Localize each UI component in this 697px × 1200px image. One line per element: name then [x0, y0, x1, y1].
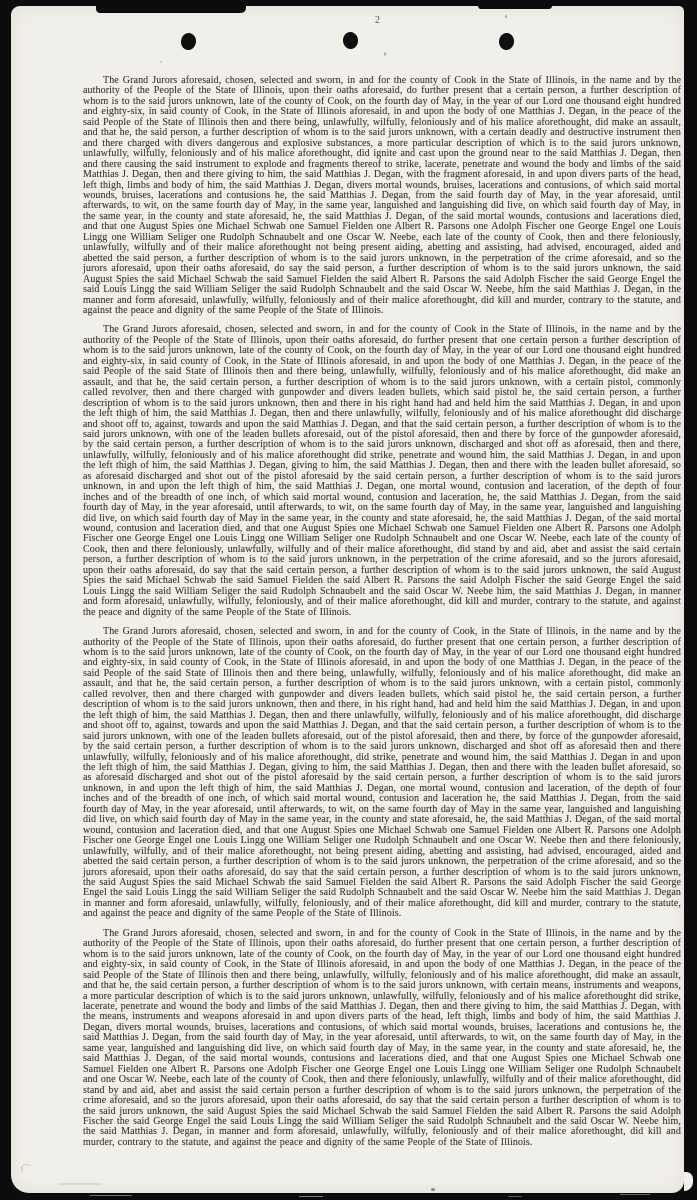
scan-border-artifact	[478, 0, 552, 9]
scan-border-artifact	[299, 1196, 323, 1197]
page-corner-curl	[684, 1172, 693, 1191]
ink-speck	[505, 15, 507, 18]
scan-border-artifact	[96, 0, 246, 13]
scan-smudge	[21, 1164, 32, 1173]
indictment-paragraph-1: The Grand Jurors aforesaid, chosen, selected and sworn, in and for the county of Cook in the State of Illinois, in the name and by the authority of the People of the State of Illinois, upon their oaths aforesaid, do further present that a certain person, a further description of whom is to the said jurors unknown, late of the county of Cook, on the fourth day of May, in the year of our Lord one thousand eight hundred and eighty-six, in said county of Cook, in the State of Illinois aforesaid, in and upon the body of one Matthias J. Degan, in the peace of the said People of the State of Illinois then and there being, unlawfully, wilfully, feloniously and of his malice aforethought, did make an assault, and that he, the said person, a further description of whom is to the said jurors unknown, with a certain deadly and destructive instrument then and there charged with divers dangerous and explosive substances, a more particular description of which is to the said jurors unknown, unlawfully, wilfully, feloniously and of his malice aforethought, did ignite and cast upon the ground near to the said Matthias J. Degan, then and there causing the said instrument to explode and fragments thereof to strike, lacerate, penetrate and wound the body and limbs of the said Matthias J. Degan, then and there giving to him, the said Matthias J. Degan, with the fragment aforesaid, in and upon divers parts of the head, left thigh, limbs and body of him, the said Matthias J. Degan, divers mortal wounds, bruises, lacerations and contusions, of which said mortal wounds, bruises, lacerations and contusions he, the said Matthias J. Degan, from the said fourth day of May, in the year aforesaid, until afterwards, to wit, on the same fourth day of May, in the same year, languished and languishing did live, on which said fourth day of May, in the same year, in the county and state aforesaid, he, the said Matthias J. Degan, of the said mortal wounds, contusions and lacerations died, and that one August Spies one Michael Schwab one Samuel Fielden one Albert R. Parsons one Adolph Fischer one George Engel one Louis Lingg one William Seliger one Rudolph Schnaubelt and one Oscar W. Neebe, each late of the county of Cook, then and there feloniously, unlawfully, wilfully and of their malice aforethought not being present aiding, abetting and assisting, had advised, encouraged, aided and abetted the said person, a further description of whom is to the said jurors unknown, in the perpetration of the crime aforesaid, and so the jurors aforesaid, upon their oaths aforesaid, do say the said person, a further description of whom is to the said jurors unknown, the said August Spies the said Michael Schwab the said Samuel Fielden the said Albert R. Parsons the said Adolph Fischer the said George Engel the said Louis Lingg the said William Seliger the said Rudolph Schnaubelt and the said Oscar W. Neebe, him the said Matthias J. Degan, in the manner and form aforesaid, unlawfully, wilfully, feloniously and of their malice aforethought, did kill and murder, contrary to the statute, and against the peace and dignity of the same People of the State of Illinois.	[83, 75, 681, 316]
indictment-paragraph-2: The Grand Jurors aforesaid, chosen, selected and sworn, in and for the county of Cook in the State of Illinois, in the name and by the authority of the People of the State of Illinois, upon their oaths aforesaid, do further present that one certain person a further description of whom is to the said jurors unknown, late of the county of Cook, on the fourth day of May, in the year of our Lord one thousand eight hundred and eighty-six, in said county of Cook, in the State of Illinois aforesaid, in and upon the body of one Matthias J. Degan, in the peace of the said People of the said State of Illinois then and there being, unlawfully, wilfully, feloniously and of his malice aforethought, did make an assault, and that he, the said certain person, a further description of whom is to the said jurors unknown, with a certain pistol, commonly called revolver, then and there charged with gunpowder and divers leaden bullets, which said pistol he, the said certain person, a further description of whom is to the said jurors unknown, then and there in his right hand had and held him the said Matthias J. Degan, in and upon the left thigh of him, the said Matthias J. Degan, then and there unlawfully, wilfully, feloniously and of his malice aforethought did discharge and shoot off to, against, towards and upon the said Matthias J. Degan, and that the said certain person, a further description of whom is to the said jurors unknown, with one of the leaden bullets aforesaid, out of the pistol aforesaid, then and there by force of the gunpowder aforesaid, by the said certain person, a further description of whom is to the said jurors unknown, discharged and shot off as aforesaid, then and there, unlawfully, wilfully, feloniously and of his malice aforethought did strike, penetrate and wound him, the said Matthias J. Degan, in and upon the left thigh of him, the said Matthias J. Degan, giving to him, the said Matthias J. Degan, then and there with the leaden bullet aforesaid, so as aforesaid discharged and shot out of the pistol aforesaid by the said certain person, a further description of whom is to the said jurors unknown, in and upon the left thigh of him, the said Matthias J. Degan, one mortal wound, contusion and laceration, of the depth of four inches and of the breadth of one inch, of which said mortal wound, contusion and laceration, he, the said Matthias J. Degan, from the said fourth day of May, in the year aforesaid, until afterwards, to wit, on the same fourth day of May, in the same year, languished and languishing did live, on which said fourth day of May in the same year, in the county and state aforesaid, he, the said Matthias J. Degan, of the said mortal wound, contusion and laceration died, and that one August Spies one Michael Schwab one Samuel Fielden one Albert R. Parsons one Adolph Fischer one George Engel one Louis Lingg one William Seliger one Rudolph Schnaubelt and one Oscar W. Neebe, each late of the county of Cook, then and there feloniously, unlawfully, wilfully and of their malice aforethought, did stand by and aid, abet and assist the said certain person, a further description of whom is to the said jurors unknown, in the perpetration of the crime aforesaid, and so the jurors aforesaid, upon their oaths aforesaid, do say that the said certain person, a further description of whom is to the said jurors unknown, the said August Spies the said Michael Schwab the said Samuel Fielden the said Albert R. Parsons the said Adolph Fischer the said George Engel the said Louis Lingg the said William Seliger the said Rudolph Schnaubelt and the said Oscar W. Neebe him, the said Matthias J. Degan, in manner and form aforesaid, unlawfully, wilfully, feloniously, and of their malice aforethought, did kill and murder, contrary to the statute, and against the peace and dignity of the same People of the State of Illinois.	[83, 324, 681, 618]
document-body	[83, 76, 681, 1157]
indictment-paragraph-3: The Grand Jurors aforesaid, chosen, selected and sworn, in and for the county of Cook, in the State of Illinois, in the name and by the authority of the People of the State of Illinois, upon their oaths aforesaid, do further present that one certain person, a further description of whom is to the said jurors unknown, late of the county of Cook, on the fourth day of May, in the year of our Lord one thousand eight hundred and eighty-six, in said county of Cook, in the State of Illinois aforesaid, in and upon the body of one Matthias J. Degan, in the peace of the said People of the said State of Illinois then and there being, unlawfully, wilfully, feloniously and of his malice aforethought, did make an assault, and that he, the said certain person, a further description of whom is to the said jurors unknown, with a certain pistol, commonly called revolver, then and there charged with gunpowder and divers leaden bullets, which said pistol he, the said certain person, a further description of whom is to the said jurors unknown, then and there, in his right hand, had and held him the said Matthias J. Degan, in and upon the left thigh of him, the said Matthias J. Degan, then and there unlawfully, wilfully, feloniously and of his malice aforethought, did discharge and shoot off to, against, towards and upon the said Matthias J. Degan, and that the said certain person, a further description of whom is to the said jurors unknown, with one of the leaden bullets aforesaid, out of the pistol aforesaid, then and there, by force of the gunpowder aforesaid, by the said certain person, a further description of whom is to the said jurors unknown, discharged and shot off as aforesaid then and there unlawfully, wilfully, feloniously and of his malice aforethought, did strike, penetrate and wound him, the said Matthias J. Degan in and upon the left thigh of him, the said Matthias J. Degan, giving to him, the said Matthias J. Degan, then and there with the leaden bullet aforesaid, so as aforesaid discharged and shot out of the pistol aforesaid by the said certain person, a further description of whom is to the said jurors unknown, in and upon the left thigh of him, the said Matthias J. Degan, one mortal wound, contusion and laceration, of the depth of four inches and of the breadth of one inch, of which said mortal wound, contusion and laceration he, the said Matthias J. Degan, from the said fourth day of May, in the year aforesaid, until afterwards, to wit, on the same fourth day of May in the same year, languished and languishing did live, on which said fourth day of May in the same year, in the county and state aforesaid, he, the said Matthias J. Degan, of the said mortal wound, contusion and laceration died, and that one August Spies one Michael Schwab one Samuel Fielden one Albert R. Parsons one Adolph Fischer one George Engel one Louis Lingg one William Seliger one Rudolph Schnaubelt and one Oscar W. Neebe then and there feloniously, unlawfully, wilfully, and of their malice aforethought, not being present aiding, abetting and assisting, had advised, encouraged, aided and abetted the said certain person, a further description of whom is to the said jurors unknown, the perpetration of the crime aforesaid, and so the jurors aforesaid, upon their oaths aforesaid, do say that the said certain person, a further description of whom is to the said jurors unknown, the said August Spies the said Michael Schwab the said Samuel Fielden the said Albert R. Parsons the said Adolph Fischer the said George Engel the said Louis Lingg the said William Seliger the said Rudolph Schnaubelt and the said Oscar W. Neebe him the said Matthias J. Degan in manner and form aforesaid, unlawfully, wilfully, feloniously, and of their malice aforethought, did kill and murder, contrary to the statute, and against the peace and dignity of the same People of the State of Illinois.	[83, 626, 681, 920]
indictment-paragraph-4: The Grand Jurors aforesaid, chosen, selected and sworn, in and for the county of Cook in the State of Illinois, in the name and by the authority of the People of the State of Illinois, upon their oaths aforesaid, do further present that one certain person, a further description of whom is to the said jurors unknown, late of the county of Cook, on the fourth day of May, in the year of our Lord one thousand eight hundred and eighty-six, in said county of Cook, in the State of Illinois aforesaid, in and upon the body of one Matthias J. Degan, in the peace of the said People of the State of Illinois then and there being, unlawfully, wilfully, feloniously and of his malice aforethought, did make an assault, and that he, the said certain person, a further description of whom is to the said jurors unknown, with certain means, instruments and weapons, a more particular description of which is to the said jurors unknown, unlawfully, wilfully, feloniously and of his malice aforethought did strike, lacerate, penetrate and wound the body and limbs of the said Matthias J. Degan, then and there giving to him, the said Matthias J. Degan, with the means, instruments and weapons aforesaid in and upon divers parts of the head, left thigh, limbs and body of him, the said Matthias J. Degan, divers mortal wounds, bruises, lacerations and contusions, of which said mortal wounds, bruises, lacerations and contusions he, the said Matthias J. Degan, from the said fourth day of May, in the year aforesaid, until afterwards, to wit, on the same fourth day of May, in the same year, languished and languishing did live, on which said fourth day of May, in the same year, in the county and state aforesaid, he, the said Matthias J. Degan, of the said mortal wounds, contusions and lacerations died, and that one August Spies one Michael Schwab one Samuel Fielden one Albert R. Parsons one Adolph Fischer one George Engel one Louis Lingg one William Seliger one Rudolph Schnaubelt and one Oscar W. Neebe, each late of the county of Cook, then and there feloniously, unlawfully, wilfully and of their malice aforethought, did stand by and aid, abet and assist the said certain person a further description of whom is to the said jurors unknown, the perpetration of the crime aforesaid, and so the jurors aforesaid, upon their oaths aforesaid, do say that the said certain person a further description of whom is to the said jurors unknown, the said August Spies the said Michael Schwab the said Samuel Fielden the said Albert R. Parsons the said Adolph Fischer the said George Engel the said Louis Lingg the said William Seliger the said Rudolph Schnaubelt and the said Oscar W. Neebe him, the said Matthias J. Degan, in manner and form aforesaid, unlawfully, wilfully, feloniously and of their malice aforethought, did kill and murder, contrary to the statute, and against the peace and dignity of the same People of the State of Illinois.	[83, 927, 681, 1148]
scan-border-artifact	[620, 1194, 650, 1195]
scan-border-artifact	[508, 1196, 522, 1197]
ink-speck	[431, 1188, 435, 1191]
scan-smudge	[58, 1183, 102, 1185]
scan-border-artifact	[90, 1195, 132, 1196]
ink-speck	[160, 61, 162, 63]
page-number: 2	[375, 15, 381, 26]
paper-sheet	[11, 6, 684, 1193]
